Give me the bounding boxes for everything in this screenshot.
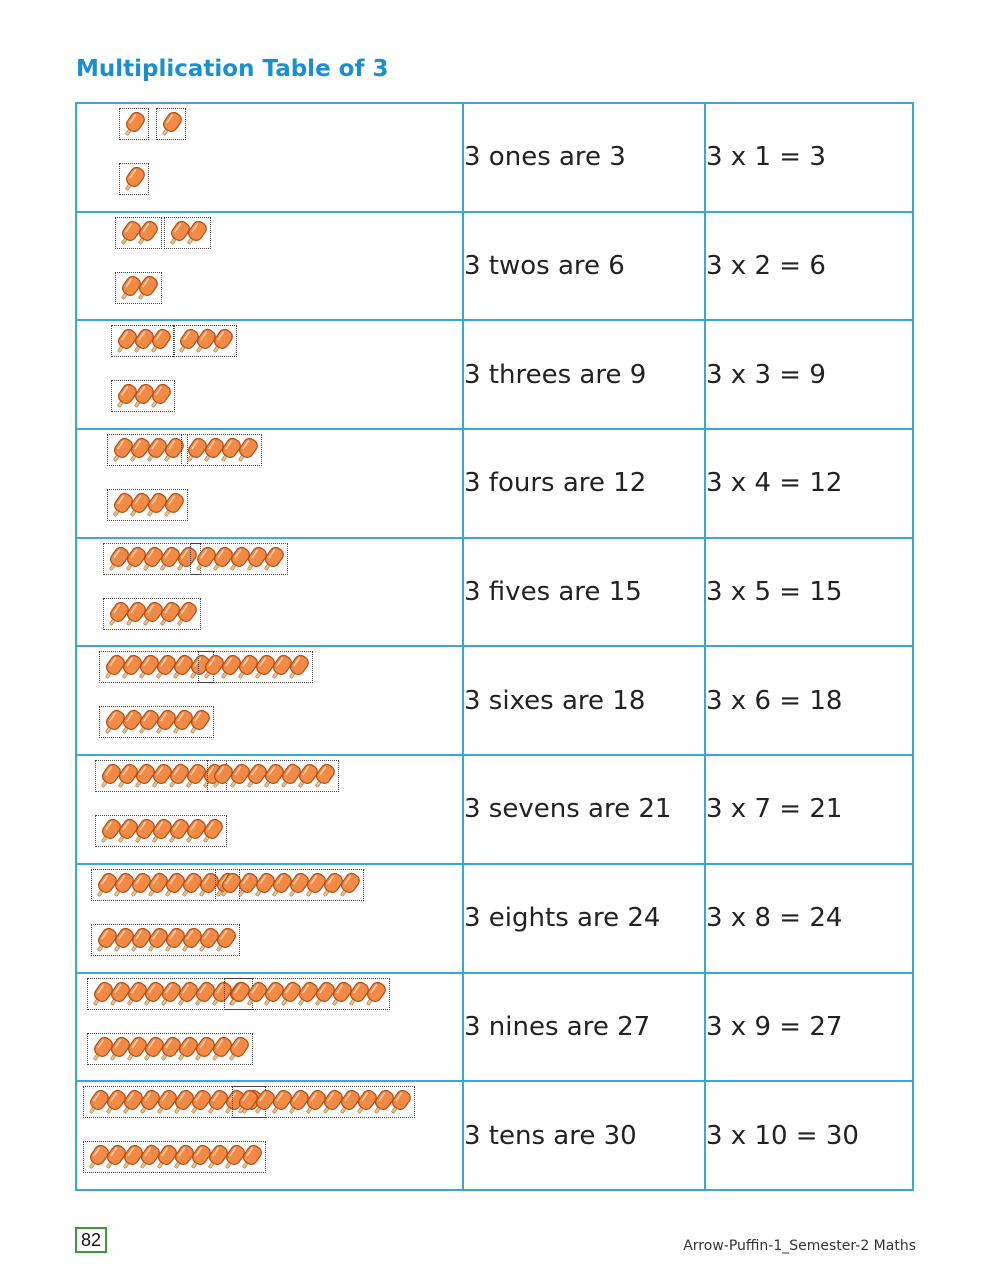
popsicle-icon [122, 165, 146, 193]
page-number: 82 [75, 1227, 107, 1253]
popsicle-icon [239, 1143, 263, 1171]
popsicle-group [190, 543, 288, 575]
popsicle-group [232, 1086, 415, 1118]
popsicle-group [207, 760, 339, 792]
equation-cell: 3 x 1 = 3 [705, 103, 913, 212]
popsicle-icon [363, 980, 387, 1008]
popsicle-group [99, 651, 214, 683]
table-row [76, 1081, 913, 1190]
page-title: Multiplication Table of 3 [76, 56, 389, 82]
popsicle-icon [122, 110, 146, 138]
popsicle-icon [148, 327, 172, 355]
popsicle-group [91, 924, 240, 956]
group-picture-cell [76, 864, 463, 973]
popsicle-group [119, 108, 149, 140]
popsicle-icon [159, 110, 183, 138]
equation-cell: 3 x 5 = 15 [705, 538, 913, 647]
table-row [76, 864, 913, 973]
popsicle-icon [226, 1035, 250, 1063]
popsicle-group [173, 325, 237, 357]
footer-text: Arrow-Puffin-1_Semester-2 Maths [683, 1238, 916, 1254]
popsicle-group [111, 325, 175, 357]
popsicle-icon [235, 436, 259, 464]
group-picture-cell [76, 646, 463, 755]
popsicle-group [164, 217, 211, 249]
popsicle-icon [135, 274, 159, 302]
popsicle-icon [213, 926, 237, 954]
group-picture-cell [76, 320, 463, 429]
popsicle-icon [210, 327, 234, 355]
words-cell: 3 ones are 3 [463, 103, 705, 212]
popsicle-icon [135, 219, 159, 247]
words-cell: 3 fours are 12 [463, 429, 705, 538]
table-row [76, 320, 913, 429]
equation-cell: 3 x 6 = 18 [705, 646, 913, 755]
popsicle-icon [312, 762, 336, 790]
popsicle-group [107, 489, 188, 521]
table-row [76, 212, 913, 321]
popsicle-group [156, 108, 186, 140]
equation-cell: 3 x 10 = 30 [705, 1081, 913, 1190]
popsicle-icon [261, 545, 285, 573]
popsicle-group [95, 815, 227, 847]
group-picture-cell [76, 755, 463, 864]
popsicle-group [87, 1033, 253, 1065]
words-cell: 3 twos are 6 [463, 212, 705, 321]
popsicle-group [103, 598, 201, 630]
words-cell: 3 eights are 24 [463, 864, 705, 973]
popsicle-icon [161, 491, 185, 519]
multiplication-table [75, 102, 914, 1191]
group-picture-cell [76, 212, 463, 321]
equation-cell: 3 x 3 = 9 [705, 320, 913, 429]
popsicle-icon [337, 871, 361, 899]
popsicle-icon [187, 708, 211, 736]
words-cell: 3 nines are 27 [463, 973, 705, 1082]
popsicle-group [198, 651, 313, 683]
popsicle-group [181, 434, 262, 466]
table-row [76, 103, 913, 212]
words-cell: 3 sevens are 21 [463, 755, 705, 864]
popsicle-icon [184, 219, 208, 247]
group-picture-cell [76, 1081, 463, 1190]
popsicle-icon [200, 817, 224, 845]
popsicle-group [111, 380, 175, 412]
popsicle-group [115, 217, 162, 249]
table-row [76, 429, 913, 538]
words-cell: 3 fives are 15 [463, 538, 705, 647]
equation-cell: 3 x 8 = 24 [705, 864, 913, 973]
equation-cell: 3 x 9 = 27 [705, 973, 913, 1082]
popsicle-group [215, 869, 364, 901]
words-cell: 3 threes are 9 [463, 320, 705, 429]
group-picture-cell [76, 103, 463, 212]
group-picture-cell [76, 429, 463, 538]
words-cell: 3 tens are 30 [463, 1081, 705, 1190]
popsicle-group [119, 163, 149, 195]
table-row [76, 538, 913, 647]
equation-cell: 3 x 2 = 6 [705, 212, 913, 321]
popsicle-icon [148, 382, 172, 410]
table-row [76, 973, 913, 1082]
popsicle-icon [174, 600, 198, 628]
words-cell: 3 sixes are 18 [463, 646, 705, 755]
equation-cell: 3 x 7 = 21 [705, 755, 913, 864]
popsicle-group [115, 272, 162, 304]
popsicle-group [83, 1141, 266, 1173]
table-row [76, 646, 913, 755]
table-row [76, 755, 913, 864]
popsicle-icon [286, 653, 310, 681]
group-picture-cell [76, 538, 463, 647]
equation-cell: 3 x 4 = 12 [705, 429, 913, 538]
popsicle-group [107, 434, 188, 466]
group-picture-cell [76, 973, 463, 1082]
popsicle-group [103, 543, 201, 575]
popsicle-group [99, 706, 214, 738]
popsicle-group [224, 978, 390, 1010]
popsicle-icon [388, 1088, 412, 1116]
